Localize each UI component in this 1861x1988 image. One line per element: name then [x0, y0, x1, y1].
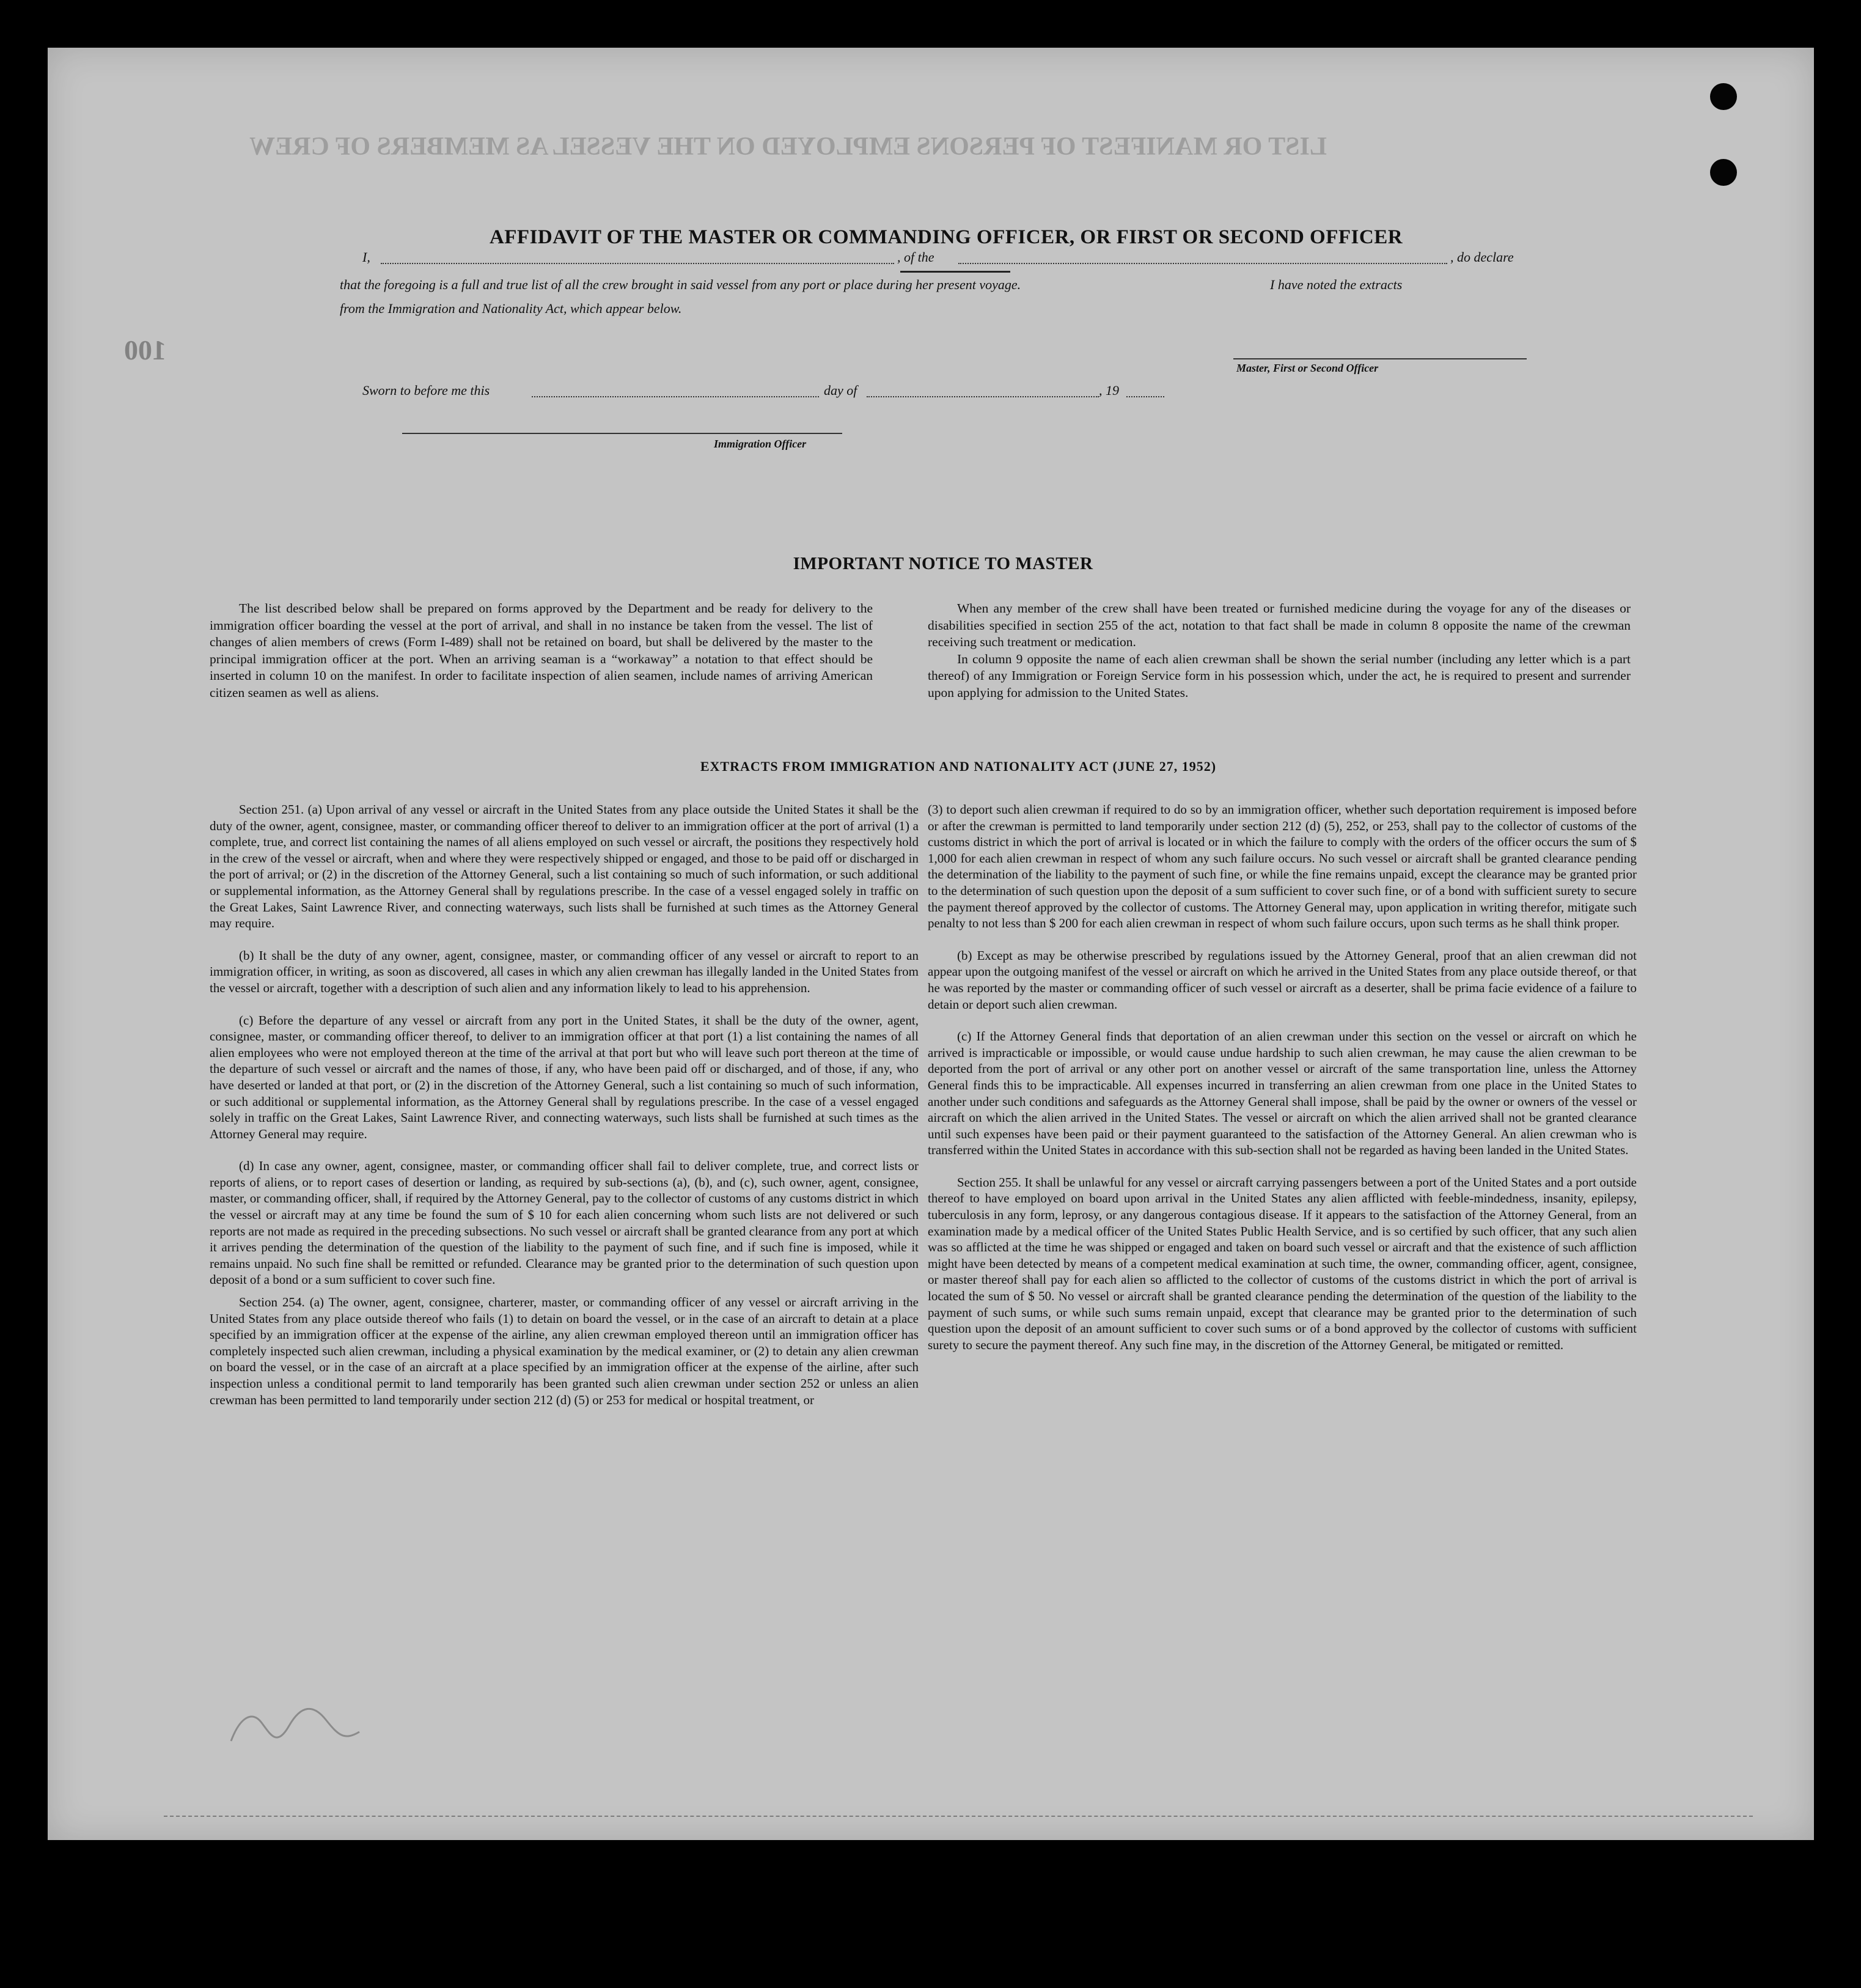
year-label: , 19 — [1099, 383, 1119, 398]
sworn-year-field[interactable] — [1126, 396, 1164, 397]
affidavit-statement-line: that the foregoing is a full and true list of all the crew brought in said vessel from any port or place during her present voyage. — [340, 277, 1021, 292]
extracts-right-column — [928, 801, 1637, 1369]
day-of-label: day of — [824, 383, 857, 398]
affidavit-statement-end: I have noted the extracts — [1270, 277, 1403, 292]
affidavit-title: AFFIDAVIT OF THE MASTER OR COMMANDING OFFICER, OR FIRST OR SECOND OFFICER — [489, 226, 1403, 248]
master-name-field[interactable] — [381, 263, 894, 264]
section-254a: Section 254. (a) The owner, agent, consignee, charterer, master, or commanding officer of any vessel or aircraft arriving in the United States from any place outside thereof who fails (1) to detain on board the vessel, or in the case of an aircraft to detain at a place specified by an immigration officer at the expense of the airline, any alien crewman employed thereon until an immigration officer has completely inspected such alien crewman, including a physical examination by the medical examiner, or (2) to detain any alien crewman on board the vessel, or in the case of an aircraft at a place specified by an immigration officer at the expense of the airline, after such inspection unless a conditional permit to land temporarily has been granted such alien crewman under section 252 or unless an alien crewman has been permitted to land temporarily under section 212 (d) (5) or 253 for medical or hospital treatment, or — [210, 1295, 919, 1407]
notice-left-column — [210, 600, 873, 718]
section-255: Section 255. It shall be unlawful for any vessel or aircraft carrying passengers between a port of the United States and a port outside thereof to have employed on board upon arrival in the United States any alien afflicted with feeble-mindedness, insanity, epilepsy, tuberculosis in any form, leprosy, or any dangerous contagious disease. If it appears to the satisfaction of the Attorney General, from an examination made by a medical officer of the United States Public Health Service, and is so certified by such officer, that any such alien was so afflicted at the time he was shipped or engaged and taken on board such vessel or aircraft and that the existence of such affliction might have been detected by means of a competent medical examination at such time, the owner, commanding officer, agent, consignee, or master thereof shall pay for each alien so afflicted to the collector of customs of the customs district in which the port of arrival is located the sum of $ 50. No vessel or aircraft shall be granted clearance pending the determination of the question of the liability to the payment of such sums, or while such sums remain unpaid, except that clearance may be granted prior to the determination of such question upon the deposit of an amount sufficient to cover such sums or of a bond approved by the collector of customs with sufficient surety to secure the payment thereof. Any such fine may, in the discretion of the Attorney General, be mitigated or remitted. — [928, 1174, 1637, 1352]
master-signature-line[interactable] — [1233, 358, 1527, 359]
section-254a-cont: (3) to deport such alien crewman if required to do so by an immigration officer, whether such deportation requirement is imposed before or after the crewman is permitted to land temporarily under section 212 (d) (5), 252, or 253, shall pay to the collector of customs of the customs district in which the port of arrival is located or in which the failure to comply with the orders of the officer occurs the sum of $ 1,000 for each alien crewman in respect of whom any such failure occurs. No such vessel or aircraft shall be granted clearance pending the determination of the liability to the payment of such fine, or while the fine remains unpaid, except the clearance may be granted prior to the determination of such question upon the deposit of a sum sufficient to cover such fine, or of a bond with sufficient surety to secure the payment thereof approved by the collector of customs. The Attorney General may, upon application in writing therefor, mitigate such penalty to not less than $ 200 for each alien crewman in respect of whom such failure occurs, upon such terms as he shall think proper. — [928, 802, 1637, 931]
extracts-left-column — [210, 801, 919, 1424]
section-251a: Section 251. (a) Upon arrival of any vessel or aircraft in the United States from any place outside the United States it shall be the duty of the owner, agent, consignee, master, or commanding officer thereof to deliver to an immigration officer at the port of arrival (1) a complete, true, and correct list containing the names of all aliens employed on such vessel or aircraft, the positions they respectively hold in the crew of the vessel or aircraft, when and where they were respectively shipped or engaged, and those to be paid off or discharged in the port of arrival; or (2) in the discretion of the Attorney General, such a list containing so much of such information, or such additional or supplemental information, as the Attorney General shall by regulations prescribe. In the case of a vessel engaged solely in traffic on the Great Lakes, Saint Lawrence River, and connecting waterways, such lists shall be furnished at such times as the Attorney General may require. — [210, 802, 919, 931]
immigration-officer-signature-line[interactable] — [402, 433, 842, 434]
notice-left-paragraph: The list described below shall be prepared on forms approved by the Department and be ready for delivery to the immigration officer boarding the vessel at the port of arrival, and shall in no instance be taken from the vessel. The list of changes of alien members of crews (Form I-489) shall not be retained on board, but shall be delivered by the master to the principal immigration officer at the port. When an arriving seaman is a “workaway” a notation to that effect should be inserted in column 10 on the manifest. In order to facilitate inspection of alien seamen, include names of arriving American citizen seamen as well as aliens. — [210, 601, 873, 700]
section-254c: (c) If the Attorney General finds that deportation of an alien crewman under this section on the vessel or aircraft on which he arrived is impracticable or impossible, or would cause undue hardship to such alien crewman, he may cause the alien crewman to be deported from the port of arrival or any other port on another vessel or aircraft of the same transportation line, unless the Attorney General finds this to be impracticable. All expenses incurred in transferring an alien crewman from one place in the United States to another under such conditions and safeguards as the Attorney General shall impose, shall be paid by the owner or owners of the vessel or aircraft on which the alien arrived in the United States. The vessel or aircraft on which the alien arrived shall not be granted clearance until such expenses have been paid or their payment guaranteed to the satisfaction of the Attorney General. An alien crewman who is transferred within the United States in accordance with this sub-section shall not be regarded as having been landed in the United States. — [928, 1029, 1637, 1158]
title-divider — [900, 271, 1010, 273]
bottom-bleed-rule — [164, 1816, 1753, 1817]
notice-title: IMPORTANT NOTICE TO MASTER — [793, 554, 1093, 573]
master-caption: Master, First or Second Officer — [1236, 362, 1379, 374]
bleed-through-heading: LIST OR MANIFEST OF PERSONS EMPLOYED ON THE VESSEL AS MEMBERS OF CREW — [249, 133, 1327, 161]
affidavit-of-label: , of the — [897, 249, 934, 265]
section-251c: (c) Before the departure of any vessel or aircraft from any port in the United States, it shall be the duty of the owner, agent, consignee, master, or commanding officer thereof, to deliver to an immigration officer at that port (1) a list containing the names of all alien employees who were not employed thereon at the time of the arrival at that port but who will leave such port thereon at the time of the departure of such vessel or aircraft and the names of those, if any, who have been paid off or discharged, and of those, if any, who have deserted or landed at that port, or (2) in the discretion of the Attorney General, such a list containing so much of such information, or such additional or supplemental information, as the Attorney General shall by regulations prescribe. In the case of a vessel engaged solely in traffic on the Great Lakes, Saint Lawrence River, and connecting waterways, such lists shall be furnished at such times as the Attorney General may require. — [210, 1012, 919, 1141]
immigration-officer-caption: Immigration Officer — [714, 438, 807, 450]
affidavit-declare-label: , do declare — [1450, 249, 1514, 265]
vessel-name-field[interactable] — [958, 263, 1447, 264]
punch-hole — [1710, 83, 1737, 110]
notice-right-paragraph-2: In column 9 opposite the name of each alien crewman shall be shown the serial number (including any letter which is a part thereof) of any Immigration or Foreign Service form in his possession which, under the act, he is required to present and surrender upon applying for admission to the United States. — [928, 651, 1631, 700]
affidavit-i-label: I, — [362, 249, 370, 265]
pencil-scribble — [228, 1698, 362, 1753]
document-page — [48, 48, 1814, 1840]
section-251d: (d) In case any owner, agent, consignee, master, or commanding officer shall fail to deliver complete, true, and correct lists or reports of aliens, or to report cases of desertion or landing, as required by sub-sections (a), (b), and (c), such owner, agent, consignee, master, or commanding officer, shall, if required by the Attorney General, pay to the collector of customs of any customs district in which the vessel or aircraft may at any time be found the sum of $ 10 for each alien concerning whom such lists are not delivered or such reports are not made as required in the preceding subsections. No such vessel or aircraft shall be granted clearance from any port at which it arrives pending the determination of the question of the liability to the payment of such fine, and if such fine is imposed, while it remains unpaid. No such fine shall be remitted or refunded. Clearance may be granted prior to the determination of such question upon deposit of a bond or a sum sufficient to cover such fine. — [210, 1158, 919, 1287]
sworn-date-field[interactable] — [532, 396, 819, 397]
extracts-title: EXTRACTS FROM IMMIGRATION AND NATIONALITY ACT (JUNE 27, 1952) — [700, 759, 1217, 774]
sworn-label: Sworn to before me this — [362, 383, 490, 398]
affidavit-statement-line3: from the Immigration and Nationality Act, which appear below. — [340, 301, 682, 316]
notice-right-column — [928, 600, 1631, 718]
notice-right-paragraph-1: When any member of the crew shall have been treated or furnished medicine during the voyage for any of the diseases or disabilities specified in section 255 of the act, notation to that fact shall be made in column 8 opposite the name of the crewman receiving such treatment or medication. — [928, 601, 1631, 650]
section-251b: (b) It shall be the duty of any owner, agent, consignee, master, or commanding officer of any vessel or aircraft to report to an immigration officer, in writing, as soon as discovered, all cases in which any alien crewman has illegally landed in the United States from the vessel or aircraft, together with a description of such alien and any information likely to lead to his apprehension. — [210, 948, 919, 995]
punch-hole — [1710, 159, 1737, 186]
bleed-through-stamp: 100 — [124, 334, 166, 366]
sworn-month-field[interactable] — [867, 396, 1099, 397]
section-254b: (b) Except as may be otherwise prescribed by regulations issued by the Attorney General, proof that an alien crewman did not appear upon the outgoing manifest of the vessel or aircraft on which he arrived in the United States from any place outside thereof, or that he was reported by the master or commanding officer of such vessel or aircraft as a deserter, shall be prima facie evidence of a failure to detain or deport such alien crewman. — [928, 948, 1637, 1012]
